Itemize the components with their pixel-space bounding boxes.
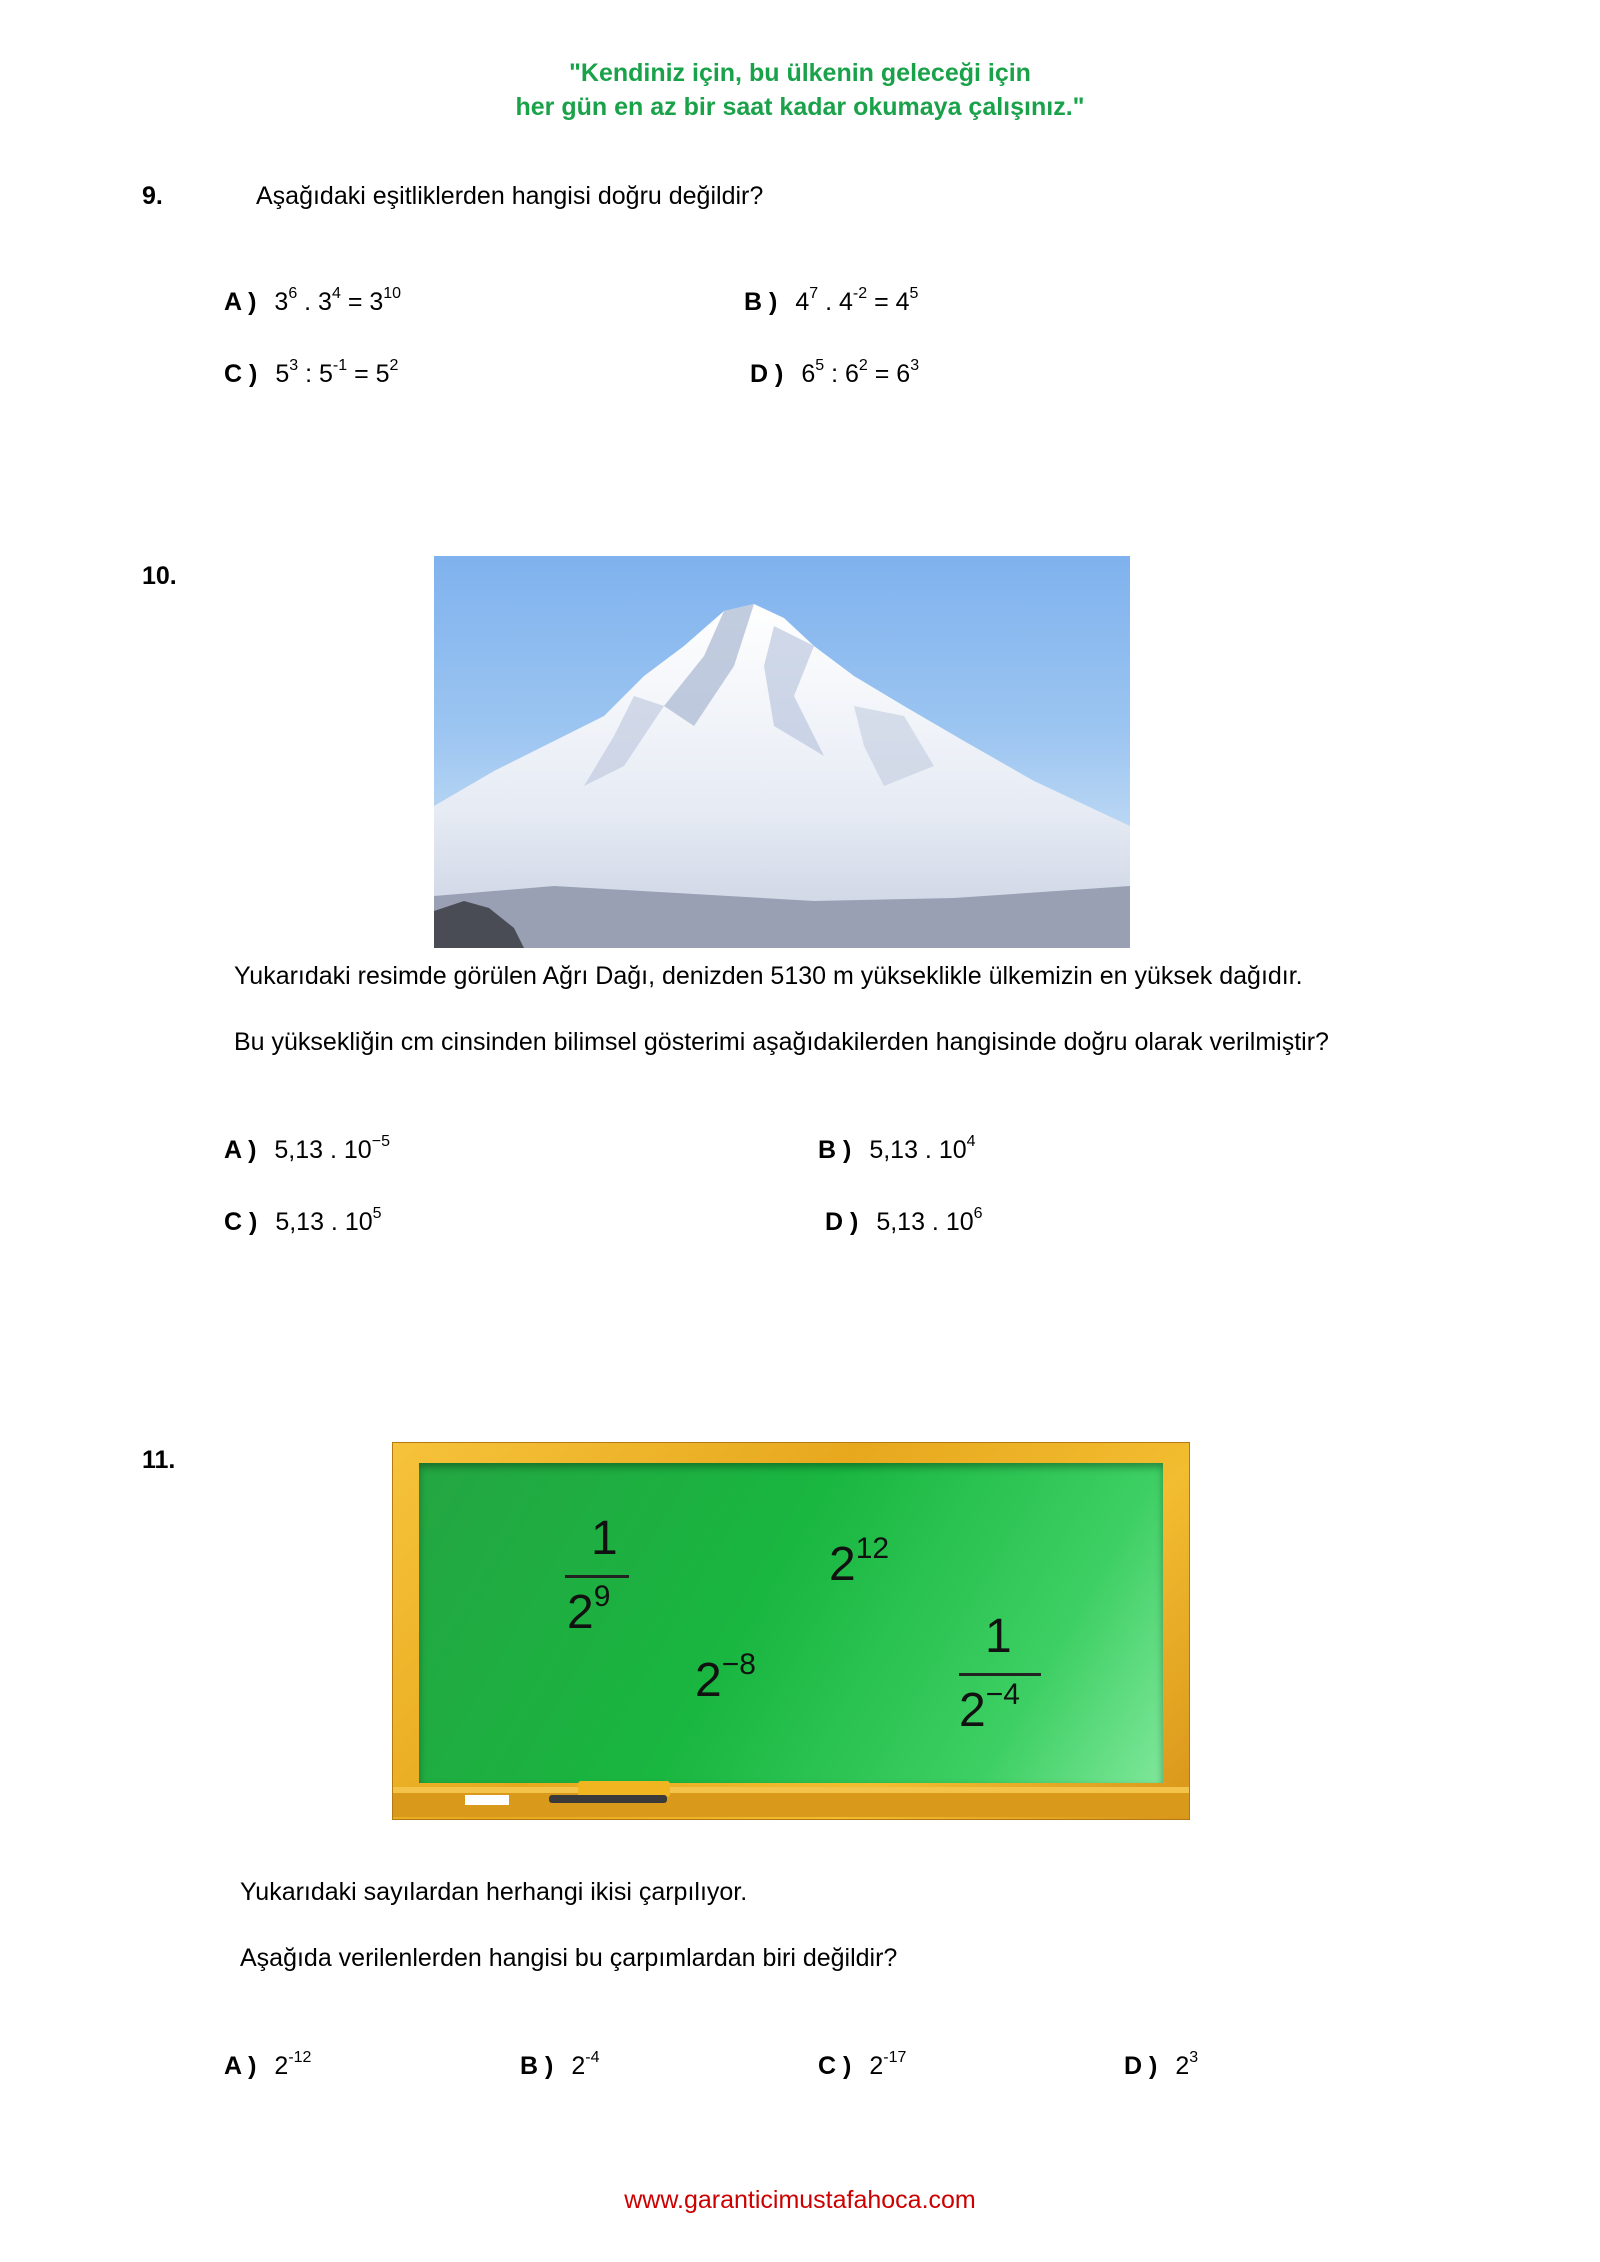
board-frac2-base: 2 [959, 1684, 986, 1737]
q9-a-p3: 4 [331, 285, 341, 302]
q10-c-exp: 5 [372, 1205, 382, 1222]
board-n3-base: 2 [695, 1654, 722, 1707]
q11-b-base: 2 [571, 2052, 586, 2080]
q10-option-b[interactable] [818, 1133, 976, 1165]
q9-d-p0: 6 [801, 360, 816, 388]
board-frac2-denominator [959, 1678, 1020, 1738]
q10-d-base: 5,13 . 10 [876, 1208, 974, 1236]
q11-text-2: Aşağıda verilenlerden hangisi bu çarpımlardan biri değildir? [240, 1944, 898, 1972]
q11-option-d-label: D ) [1124, 2052, 1158, 2080]
mountain-photo [434, 556, 1130, 948]
q9-a-p0: 3 [274, 288, 289, 316]
q9-d-p4: = 6 [867, 360, 911, 388]
q9-a-p5: 10 [383, 285, 402, 302]
q9-b-p3: -2 [852, 285, 868, 302]
q11-c-exp: -17 [883, 2049, 907, 2066]
q9-a-p2: . 3 [297, 288, 332, 316]
q9-option-c-label: C ) [224, 360, 258, 388]
header-line-1: "Kendiniz için, bu ülkenin geleceği için [569, 59, 1031, 87]
q9-option-a[interactable] [224, 285, 402, 317]
q11-option-b[interactable] [520, 2049, 600, 2081]
q11-c-base: 2 [869, 2052, 884, 2080]
q10-option-c-label: C ) [224, 1208, 258, 1236]
q10-a-exp: −5 [371, 1133, 390, 1150]
q11-b-exp: -4 [585, 2049, 600, 2066]
q9-option-c[interactable] [224, 357, 399, 389]
board-n2-exp: 12 [855, 1532, 890, 1565]
q9-option-b-label: B ) [744, 288, 778, 316]
q9-d-p3: 2 [858, 357, 868, 374]
q9-option-a-label: A ) [224, 288, 257, 316]
board-frac2-line [959, 1673, 1041, 1676]
q11-text-1: Yukarıdaki sayılardan herhangi ikisi çarpılıyor. [240, 1878, 748, 1906]
q9-d-p2: : 6 [824, 360, 859, 388]
board-frac2-exp: −4 [985, 1678, 1020, 1711]
q10-option-a-label: A ) [224, 1136, 257, 1164]
board-frac1-base: 2 [567, 1586, 594, 1639]
q9-c-p5: 2 [389, 357, 399, 374]
q9-d-p5: 3 [910, 357, 920, 374]
q9-option-d[interactable] [750, 357, 920, 389]
q10-option-d[interactable] [825, 1205, 983, 1237]
q11-option-d[interactable] [1124, 2049, 1199, 2081]
q9-c-p3: -1 [332, 357, 348, 374]
q9-b-p5: 5 [909, 285, 919, 302]
q11-option-c-label: C ) [818, 2052, 852, 2080]
q11-a-base: 2 [274, 2052, 289, 2080]
q9-b-p4: = 4 [867, 288, 910, 316]
question-9-text: Aşağıdaki eşitliklerden hangisi doğru değildir? [256, 182, 764, 210]
question-9-number: 9. [142, 182, 163, 210]
q9-c-p4: = 5 [347, 360, 390, 388]
q10-option-b-label: B ) [818, 1136, 852, 1164]
q10-text-1: Yukarıdaki resimde görülen Ağrı Dağı, denizden 5130 m yükseklikle ülkemizin en yüksek dağıdır. [234, 962, 1303, 990]
q10-b-base: 5,13 . 10 [869, 1136, 967, 1164]
q11-option-a-label: A ) [224, 2052, 257, 2080]
board-frac1-numerator: 1 [591, 1512, 618, 1565]
q10-text-2: Bu yüksekliğin cm cinsinden bilimsel gösterimi aşağıdakilerden hangisinde doğru olarak verilmiştir? [234, 1028, 1329, 1056]
board-number-2-12 [829, 1532, 890, 1592]
header-line-2: her gün en az bir saat kadar okumaya çalışınız." [515, 93, 1085, 121]
question-11-number: 11. [142, 1446, 176, 1474]
header-quote [0, 56, 1600, 124]
footer-url[interactable]: www.garanticimustafahoca.com [624, 2186, 976, 2214]
board-frac1-denominator [567, 1580, 611, 1640]
q10-b-exp: 4 [966, 1133, 976, 1150]
q9-b-p2: . 4 [818, 288, 853, 316]
q9-option-b[interactable] [744, 285, 919, 317]
q9-option-d-label: D ) [750, 360, 784, 388]
question-10-number: 10. [142, 562, 177, 590]
q11-option-b-label: B ) [520, 2052, 554, 2080]
q10-a-base: 5,13 . 10 [274, 1136, 372, 1164]
q11-option-a[interactable] [224, 2049, 312, 2081]
board-n2-base: 2 [829, 1538, 856, 1591]
q10-d-exp: 6 [973, 1205, 983, 1222]
q11-a-exp: -12 [288, 2049, 312, 2066]
q11-d-exp: 3 [1189, 2049, 1199, 2066]
q9-c-p0: 5 [275, 360, 290, 388]
q9-c-p1: 3 [289, 357, 299, 374]
board-frac1-line [565, 1575, 629, 1578]
eraser-icon [578, 1781, 670, 1797]
q10-option-c[interactable] [224, 1205, 382, 1237]
mountain-drawing [434, 556, 1130, 948]
q10-c-base: 5,13 . 10 [275, 1208, 373, 1236]
q9-d-p1: 5 [815, 357, 825, 374]
q9-c-p2: : 5 [298, 360, 333, 388]
q10-option-a[interactable] [224, 1133, 390, 1165]
q9-a-p4: = 3 [340, 288, 384, 316]
q11-option-c[interactable] [818, 2049, 907, 2081]
chalkboard-surface [419, 1463, 1163, 1783]
board-number-2-neg8 [695, 1648, 756, 1708]
board-n3-exp: −8 [721, 1648, 756, 1681]
q9-a-p1: 6 [288, 285, 298, 302]
q9-b-p1: 7 [809, 285, 819, 302]
q11-d-base: 2 [1175, 2052, 1190, 2080]
board-frac1-exp: 9 [593, 1580, 611, 1613]
chalk-tray [393, 1781, 1189, 1819]
board-frac2-numerator: 1 [985, 1610, 1012, 1663]
q9-b-p0: 4 [795, 288, 810, 316]
chalkboard [392, 1442, 1190, 1820]
q10-option-d-label: D ) [825, 1208, 859, 1236]
chalk-icon [465, 1795, 509, 1805]
